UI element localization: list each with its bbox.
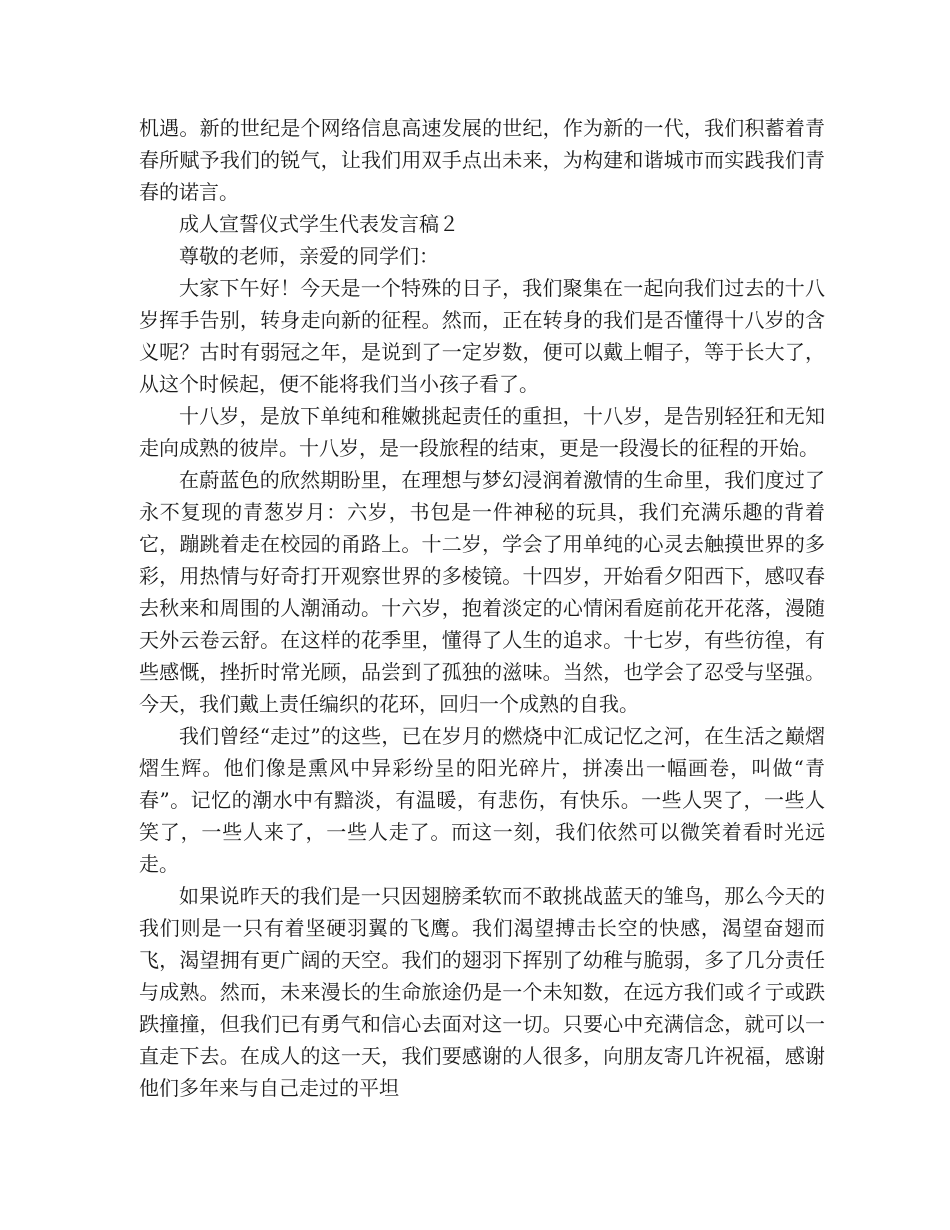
paragraph-continuation: 机遇。新的世纪是个网络信息高速发展的世纪，作为新的一代，我们积蓄着青春所赋予我们的锐气，让我们用双手点出未来，为构建和谐城市而实践我们青春的诺言。 [139, 116, 825, 204]
paragraph: 十八岁，是放下单纯和稚嫩挑起责任的重担，十八岁，是告别轻狂和无知走向成熟的彼岸。十八岁，是一段旅程的结束，更是一段漫长的征程的开始。 [139, 404, 825, 460]
salutation: 尊敬的老师，亲爱的同学们： [179, 244, 439, 268]
document-page [139, 112, 825, 1104]
paragraph: 我们曾经“走过”的这些，已在岁月的燃烧中汇成记忆之河，在生活之巅熠熠生辉。他们像是熏风中异彩纷呈的阳光碎片，拼凑出一幅画卷，叫做“青春”。记忆的潮水中有黯淡，有温暖，有悲伤，有快乐。一些人哭了，一些人笑了，一些人来了，一些人走了。而这一刻，我们依然可以微笑着看时光远走。 [139, 724, 825, 876]
paragraph: 大家下午好！今天是一个特殊的日子，我们聚集在一起向我们过去的十八岁挥手告别，转身走向新的征程。然而，正在转身的我们是否懂得十八岁的含义呢？古时有弱冠之年，是说到了一定岁数，便可以戴上帽子，等于长大了，从这个时候起，便不能将我们当小孩子看了。 [139, 276, 825, 396]
section-heading: 成人宣誓仪式学生代表发言稿２ [179, 212, 459, 236]
paragraph: 在蔚蓝色的欣然期盼里，在理想与梦幻浸润着激情的生命里，我们度过了永不复现的青葱岁月：六岁，书包是一件神秘的玩具，我们充满乐趣的背着它，蹦跳着走在校园的甬路上。十二岁，学会了用单纯的心灵去触摸世界的多彩，用热情与好奇打开观察世界的多棱镜。十四岁，开始看夕阳西下，感叹春去秋来和周围的人潮涌动。十六岁，抱着淡定的心情闲看庭前花开花落，漫随天外云卷云舒。在这样的花季里，懂得了人生的追求。十七岁，有些彷徨，有些感慨，挫折时常光顾，品尝到了孤独的滋味。当然，也学会了忍受与坚强。今天，我们戴上责任编织的花环，回归一个成熟的自我。 [139, 468, 825, 716]
paragraph: 如果说昨天的我们是一只因翅膀柔软而不敢挑战蓝天的雏鸟，那么今天的我们则是一只有着坚硬羽翼的飞鹰。我们渴望搏击长空的快感，渴望奋翅而飞，渴望拥有更广阔的天空。我们的翅羽下挥别了幼稚与脆弱，多了几分责任与成熟。然而，未来漫长的生命旅途仍是一个未知数，在远方我们或彳亍或跌跌撞撞，但我们已有勇气和信心去面对这一切。只要心中充满信念，就可以一直走下去。在成人的这一天，我们要感谢的人很多，向朋友寄几许祝福，感谢他们多年来与自己走过的平坦 [139, 884, 825, 1100]
